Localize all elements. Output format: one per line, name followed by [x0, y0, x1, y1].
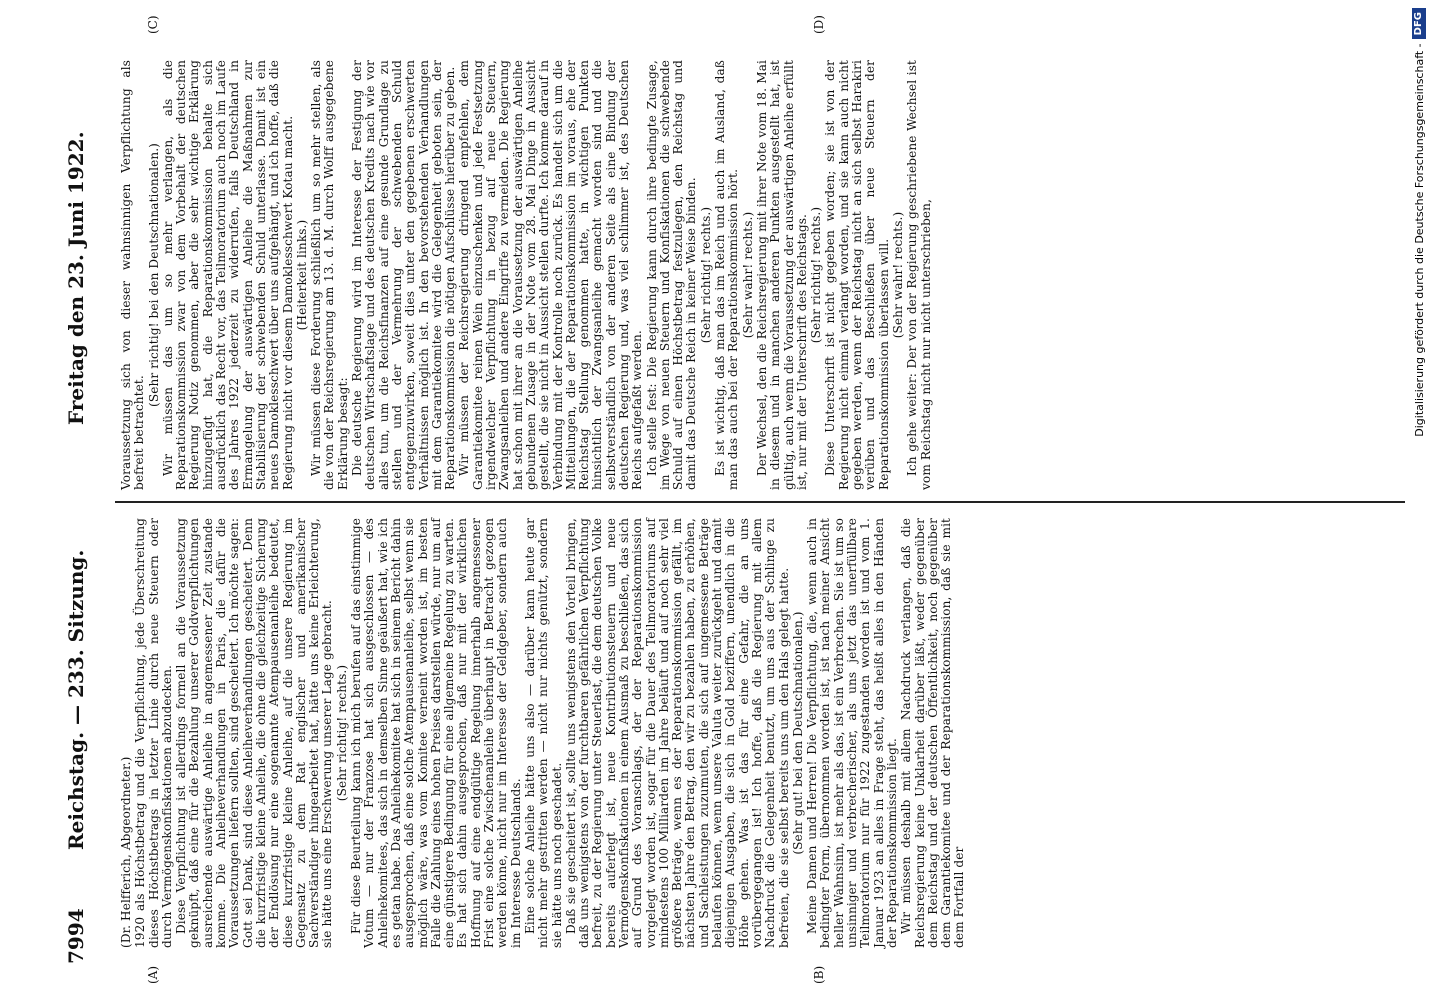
- page-number: 7994: [64, 908, 88, 964]
- paragraph: Diese Verpflichtung ist allerdings formell an die Voraussetzung geknüpft, daß eine für die Bezahlung unserer Goldverpflichtungen ausreichende auswärtige Anleihe in angemessener Zeit zustande komme. Die Anleiheverhandlungen in Paris, die dafür die Voraussetzungen liefern sollten, sind gescheitert. Ich möchte sagen: Gott sei Dank, sind diese Anleiheverhandlungen gescheitert. Denn die kurzfristige kleine Anleihe, die ohne die gleichzeitige Sicherung der Endlösung nur eine sogenannte Atempausenanleihe bedeutet, diese kurzfristige kleine Anleihe, auf die unsere Regierung im Gegensatz zu dem Rat englischer und amerikanischer Sachverständiger hingearbeitet hat, hätte uns keine Erleichterung, sie hätte uns eine Erschwerung unserer Lage gebracht.: [174, 518, 335, 948]
- dfg-logo: DFG: [1412, 8, 1426, 39]
- column-divider: [115, 501, 1405, 503]
- rotated-page-sheet: [50, 0, 1425, 1000]
- margin-mark-b: (B): [812, 965, 826, 984]
- paragraph: (Dr. Helfferich, Abgeordneter.): [119, 756, 133, 948]
- interjection: (Sehr richtig! rechts.): [698, 206, 713, 344]
- margin-mark-d: (D): [812, 15, 826, 34]
- interjection: (Sehr richtig! rechts.): [334, 664, 349, 802]
- paragraph: Daß sie gescheitert ist, sollte uns wenigstens den Vorteil bringen, daß uns wenigstens von der furchtbaren gefährlichen Verpflichtung befreit, zu der Regierung unter Steuerlast, die dem deutschen Volke bereits auferlegt ist, neue Kontributionssteuern und neue Vermögenskonfiskationen in einem Ausmaß zu beschließen, das sich auf Grund des Voranschlags, der der Reparationskommission vorgelegt worden ist, sogar für die Dauer des Teilmoratoriums auf mindestens 100 Milliarden im Jahre beläuft und auf noch sehr viel größere Beträge, wenn es der Reparationskommission gefällt, im nächsten Jahre den Betrag, den wir zu bezahlen haben, zu erhöhen, und Sachleistungen zuzumuten, die sich auf ungemessene Beträge belaufen können, wenn unsere Valuta weiter zurückgeht und damit diejenigen Ausgaben, die sich in Gold beziffern, unendlich in die Höhe gehen. Was ist das für eine Gefahr, die an uns vorübergegangen ist! Ich hoffe, daß die Regierung mit allem Nachdruck die Gelegenheit benutzt, um uns aus der Schlinge zu befreien, die sie selbst bereits uns um den Hals gelegt hatte.: [563, 518, 791, 948]
- interjection: (Sehr richtig! rechts.): [809, 206, 824, 344]
- margin-mark-a: (A): [146, 965, 160, 984]
- paragraph: Wir müssen deshalb mit allem Nachdruck verlangen, daß die Reichsregierung keine Unklarheit darüber läßt, weder gegenüber dem Reichstag und der deutschen Öffentlichkeit, noch gegenüber dem Garantiekomitee und der Reparationskommission, daß sie mit dem Fortfall der: [899, 518, 967, 948]
- interjection: (Sehr wahr! rechts.): [740, 211, 755, 339]
- paragraph: 1920 als Höchstbetrag und die Verpflichtung, jede Überschreitung dieses Höchstbetrags in letzter Linie durch neue Steuern oder durch Vermögenskonfiskationen abzudecken.: [133, 518, 174, 948]
- paragraph: Meine Damen und Herren! Die Verpflichtung, die, wenn auch in bedingter Form, übernommen worden ist, ist nach meiner Ansicht heller Wahnsinn, ist mehr als das, ist ein Verbrechen. Sie ist um so unsinniger und verbrecherischer, als uns jetzt das unerfüllbare Teilmoratorium nur für 1922 zugestanden worden ist und vom 1. Januar 1923 an alles in Frage steht, das heißt alles in den Händen der Reparationskommission liegt.: [805, 518, 899, 948]
- interjection: (Sehr gut! bei den Deutschnationalen.): [790, 611, 805, 855]
- paragraph: Wir müssen diese Forderung schließlich um so mehr stellen, als die von der Reichsregierung am 13. d. M. durch Wolff ausgegebene Erklärung besagt:: [309, 60, 350, 490]
- margin-mark-c: (C): [146, 15, 160, 34]
- running-header-left: Reichstag. — 233. Sitzung.: [64, 549, 88, 850]
- digitization-credit: [1408, 8, 1430, 998]
- paragraph: Wir müssen der Reichsregierung dringend empfehlen, dem Garantiekomitee reinen Wein einzuschenken und jede Festsetzung irgendwelcher Verpflichtung in bezug auf neue Steuern, Zwangsanleihen und andere Eingriffe zu vermeiden. Die Regierung hat schon mit ihrer an die Voraussetzung der auswärtigen Anleihe gebundenen Zusage in der Note vom 28. Mai Dinge in Aussicht gestellt, die sie nicht in Aussicht stellen durfte. Ich komme darauf in Verbindung mit der Kontrolle noch zurück. Es handelt sich um die Mitteilungen, die der Reparationskommission im voraus, ehe der Reichstag Stellung genommen hatte, in wichtigen Punkten hinsichtlich der Zwangsanleihe gemacht worden sind und die selbstverständlich von der anderen Seite als eine Bindung der deutschen Regierung und, was viel schlimmer ist, des Deutschen Reichs aufgefaßt werden.: [457, 60, 645, 490]
- paragraph: Es ist wichtig, daß man das im Reich und auch im Ausland, daß man das auch bei der Reparationskommission hört.: [713, 60, 741, 490]
- right-text-column: [120, 60, 934, 490]
- interjection: (Sehr wahr! rechts.): [890, 211, 905, 339]
- paragraph: Ich gehe weiter: Der von der Regierung geschriebene Wechsel ist vom Reichstag nicht nur nicht unterschrieben,: [905, 60, 933, 490]
- left-text-column: [120, 518, 968, 948]
- digitization-text: Digitalisierung gefördert durch die Deutsche Forschungsgemeinschaft -: [1412, 43, 1426, 437]
- running-header-right: Freitag den 23. Juni 1922.: [64, 131, 88, 425]
- interjection: (Sehr richtig! bei den Deutschnationalen.): [146, 143, 161, 407]
- paragraph: Voraussetzung sich von dieser wahnsinnigen Verpflichtung als befreit betrachtet.: [119, 60, 147, 490]
- paragraph: Eine solche Anleihe hätte uns also — darüber kann heute gar nicht mehr gestritten werden — nicht nur nichts genützt, sondern sie hätte uns noch geschadet.: [522, 518, 564, 948]
- paragraph: Für diese Beurteilung kann ich mich berufen auf das einstimmige Votum — nur der Franzose hat sich ausgeschlossen — des Anleihekomitees, das sich in demselben Sinne geäußert hat, wie ich es getan habe. Das Anleihekomitee hat sich in seinem Bericht dahin ausgesprochen, daß eine solche Atempausenanleihe, selbst wenn sie möglich wäre, was vom Komitee verneint worden ist, im besten Falle die Zahlung eines hohen Preises darstellen würde, nur um auf eine günstigere Bedingung für eine allgemeine Regelung zu warten. Es hat sich dahin ausgesprochen, daß nur mit der wirklichen Hoffnung auf eine endgültige Regelung innerhalb angemessener Frist eine solche Zwischenanleihe überhaupt in Betracht gezogen werden könne, nicht nur im Interesse der Geldgeber, sondern auch im Interesse Deutschlands.: [349, 518, 523, 948]
- paragraph: Der Wechsel, den die Reichsregierung mit ihrer Note vom 18. Mai in diesem und in manchen anderen Punkten ausgestellt hat, ist gültig, auch wenn die Voraussetzung der auswärtigen Anleihe erfüllt ist, nur mit der Unterschrift des Reichstags.: [754, 60, 809, 490]
- paragraph: Diese Unterschrift ist nicht gegeben worden; sie ist von der Regierung nicht einmal verlangt worden, und sie kann auch nicht gegeben werden, wenn der Reichstag nicht an sich selbst Harakiri verüben und das Beschließen über neue Steuern der Reparationskommission überlassen will.: [823, 60, 891, 490]
- paragraph: Ich stelle fest: Die Regierung kann durch ihre bedingte Zusage, im Wege von neuen Steuern und Konfiskationen die schwebende Schuld auf einen Höchstbetrag festzulegen, den Reichstag und damit das Deutsche Reich in keiner Weise binden.: [644, 60, 699, 490]
- paragraph: Wir müssen das um so mehr verlangen, als die Reparationskommission zwar von dem Vorbehalt der deutschen Regierung Notiz genommen, aber die sehr wichtige Erklärung hinzugefügt hat, die Reparationskommission behalte sich ausdrücklich das Recht vor, das Teilmoratorium auch noch im Laufe des Jahres 1922 jederzeit zu widerrufen, falls Deutschland in Ermangelung der auswärtigen Anleihe die Maßnahmen zur Stabilisierung der schwebenden Schuld unterlasse. Damit ist ein neues Damoklesschwert über uns aufgehängt, und ich hoffe, daß die Regierung nicht vor diesem Damoklesschwert Kotau macht.: [160, 60, 295, 490]
- paragraph: Die deutsche Regierung wird im Interesse der Festigung der deutschen Wirtschaftslage und des deutschen Kredits nach wie vor alles tun, um die Reichsfinanzen auf eine gesunde Grundlage zu stellen und der Vermehrung der schwebenden Schuld entgegenzuwirken, soweit dies unter den gegebenen erschwerten Verhältnissen möglich ist. In den bevorstehenden Verhandlungen mit dem Garantiekomitee wird die Gelegenheit geboten sein, der Reparationskommission die nötigen Aufschlüsse hierüber zu geben.: [350, 60, 458, 490]
- interjection: (Heiterkeit links.): [294, 219, 309, 331]
